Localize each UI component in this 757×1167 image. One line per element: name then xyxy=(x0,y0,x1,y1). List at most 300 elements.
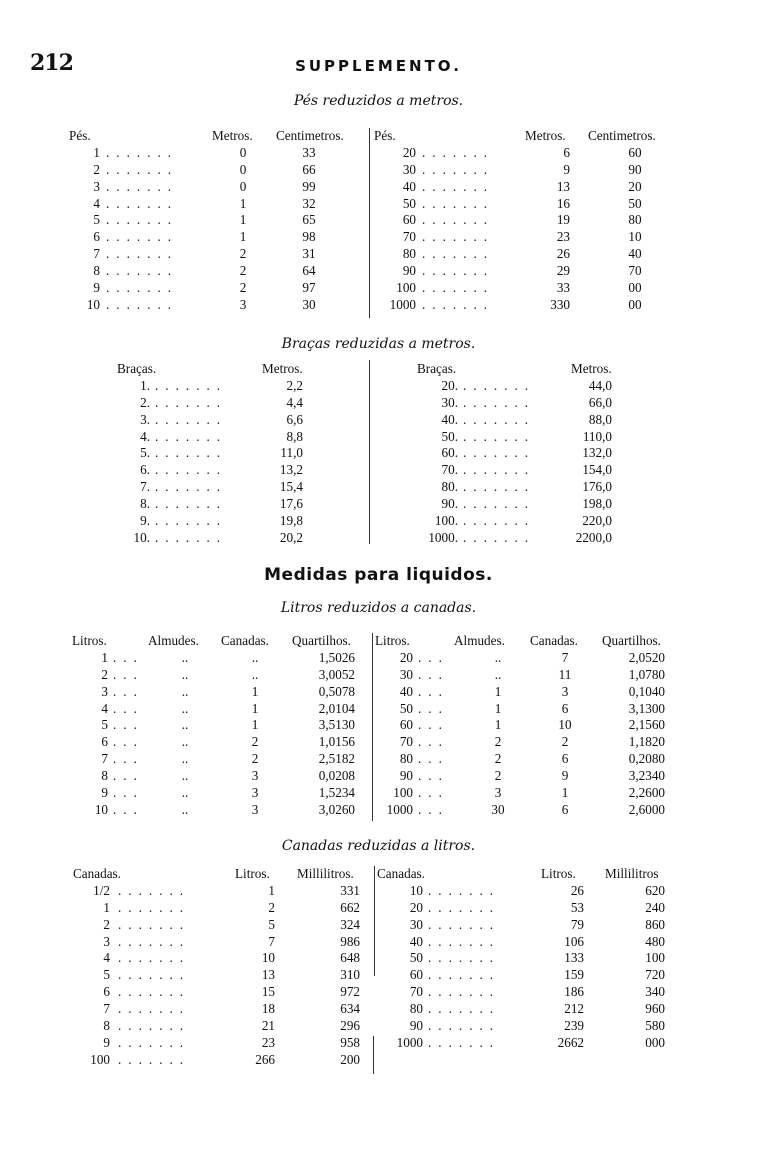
leader-dots: ....... xyxy=(118,984,191,1000)
cell-bracas: 1000. xyxy=(428,529,458,545)
cell-metros: 2 xyxy=(239,246,247,262)
cell-metros: 20,2 xyxy=(279,529,303,545)
table-row xyxy=(0,684,757,701)
cell-quartilhos: 0,1040 xyxy=(628,683,665,699)
cell-millilitros: 620 xyxy=(645,882,665,898)
cell-litros: 239 xyxy=(564,1018,584,1034)
table-row xyxy=(0,378,757,395)
cell-canadas: 9 xyxy=(561,768,569,784)
table-title-canadas-litros: Canadas reduzidas a litros. xyxy=(281,838,476,854)
cell-pes: 4 xyxy=(93,195,100,211)
cell-metros: 13,2 xyxy=(279,462,303,478)
cell-bracas: 7. xyxy=(140,479,150,495)
cell-canadas: .. xyxy=(251,666,259,682)
cell-bracas: 40. xyxy=(441,411,458,427)
cell-bracas: 60. xyxy=(441,445,458,461)
leader-dots: ... xyxy=(113,768,144,784)
table-canadas-litros xyxy=(0,866,757,1069)
cell-quartilhos: 3,0260 xyxy=(318,801,355,817)
cell-litros: 7 xyxy=(101,751,108,767)
cell-pes: 90 xyxy=(402,263,416,279)
cell-pes: 40 xyxy=(402,178,416,194)
cell-centimetros: 40 xyxy=(628,246,642,262)
cell-litros: 100 xyxy=(393,785,413,801)
leader-dots: ... xyxy=(418,700,449,716)
leader-dots: ....... xyxy=(422,212,495,228)
cell-bracas: 100. xyxy=(434,513,458,529)
cell-litros: 80 xyxy=(399,751,413,767)
leader-dots: ... xyxy=(418,683,449,699)
leader-dots: ... xyxy=(113,666,144,682)
cell-litros: 4 xyxy=(101,700,108,716)
cell-metros: 1 xyxy=(239,229,247,245)
cell-litros: 10 xyxy=(261,950,275,966)
cell-litros: 106 xyxy=(564,933,584,949)
cell-quartilhos: 1,0780 xyxy=(628,666,665,682)
cell-litros: 23 xyxy=(261,1034,275,1050)
leader-dots: ....... xyxy=(155,513,228,529)
cell-metros: 2 xyxy=(239,263,247,279)
table-row xyxy=(0,1001,757,1018)
cell-canadas: 3 xyxy=(561,683,569,699)
leader-dots: ....... xyxy=(118,933,191,949)
cell-millilitros: 324 xyxy=(340,916,360,932)
leader-dots: ....... xyxy=(118,1051,191,1067)
cell-canadas: 10 xyxy=(409,882,423,898)
cell-millilitros: 240 xyxy=(645,899,665,915)
cell-litros: 5 xyxy=(101,717,108,733)
table-row xyxy=(0,917,757,934)
header-almudes: Almudes. xyxy=(454,633,505,648)
leader-dots: ....... xyxy=(463,428,536,444)
table-row xyxy=(0,650,757,667)
cell-quartilhos: 2,2600 xyxy=(628,785,665,801)
cell-pes: 5 xyxy=(93,212,100,228)
cell-bracas: 10. xyxy=(133,529,150,545)
cell-metros: 16 xyxy=(556,195,570,211)
cell-litros: 7 xyxy=(268,933,275,949)
leader-dots: ....... xyxy=(118,1018,191,1034)
cell-canadas: 6 xyxy=(561,801,569,817)
cell-millilitros: 200 xyxy=(340,1051,360,1067)
cell-litros: 13 xyxy=(261,967,275,983)
cell-litros: 50 xyxy=(399,700,413,716)
leader-dots: ....... xyxy=(422,178,495,194)
cell-canadas: 90 xyxy=(409,1018,423,1034)
cell-centimetros: 30 xyxy=(302,296,316,312)
leader-dots: ....... xyxy=(422,229,495,245)
cell-centimetros: 33 xyxy=(302,144,316,160)
cell-millilitros: 860 xyxy=(645,916,665,932)
cell-metros: 4,4 xyxy=(286,394,303,410)
cell-almudes: .. xyxy=(181,768,189,784)
cell-pes: 10 xyxy=(86,296,100,312)
leader-dots: ....... xyxy=(106,195,179,211)
leader-dots: ... xyxy=(418,768,449,784)
cell-almudes: 1 xyxy=(494,717,502,733)
cell-metros: 13 xyxy=(556,178,570,194)
cell-metros: 154,0 xyxy=(582,462,612,478)
table-row xyxy=(0,145,757,162)
cell-canadas: 80 xyxy=(409,1001,423,1017)
cell-canadas: 40 xyxy=(409,933,423,949)
leader-dots: ....... xyxy=(155,445,228,461)
cell-canadas: 11 xyxy=(558,666,572,682)
leader-dots: ....... xyxy=(155,377,228,393)
cell-pes: 7 xyxy=(93,246,100,262)
cell-canadas: .. xyxy=(251,649,259,665)
cell-centimetros: 97 xyxy=(302,280,316,296)
cell-bracas: 4. xyxy=(140,428,150,444)
cell-litros: 186 xyxy=(564,984,584,1000)
cell-bracas: 80. xyxy=(441,479,458,495)
cell-almudes: 2 xyxy=(494,751,502,767)
table-row xyxy=(0,496,757,513)
cell-quartilhos: 1,1820 xyxy=(628,734,665,750)
cell-canadas: 20 xyxy=(409,899,423,915)
table-title-bracas-metros: Braças reduzidas a metros. xyxy=(281,336,476,352)
cell-litros: 1 xyxy=(268,882,275,898)
leader-dots: ... xyxy=(418,785,449,801)
leader-dots: ....... xyxy=(422,161,495,177)
leader-dots: ... xyxy=(113,801,144,817)
cell-centimetros: 50 xyxy=(628,195,642,211)
leader-dots: ... xyxy=(418,649,449,665)
leader-dots: ... xyxy=(113,751,144,767)
leader-dots: ... xyxy=(113,785,144,801)
leader-dots: ... xyxy=(113,649,144,665)
cell-metros: 2200,0 xyxy=(575,529,612,545)
leader-dots: ... xyxy=(418,717,449,733)
table-header-row xyxy=(0,128,757,145)
leader-dots: ....... xyxy=(463,496,536,512)
cell-metros: 17,6 xyxy=(279,496,303,512)
cell-quartilhos: 1,0156 xyxy=(318,734,355,750)
cell-metros: 11,0 xyxy=(280,445,303,461)
leader-dots: ....... xyxy=(106,161,179,177)
page-number: 212 xyxy=(30,50,73,76)
cell-centimetros: 98 xyxy=(302,229,316,245)
cell-pes: 6 xyxy=(93,229,100,245)
cell-metros: 44,0 xyxy=(588,377,612,393)
cell-metros: 110,0 xyxy=(582,428,612,444)
leader-dots: ....... xyxy=(428,933,501,949)
cell-bracas: 9. xyxy=(140,513,150,529)
cell-millilitros: 310 xyxy=(340,967,360,983)
leader-dots: ....... xyxy=(422,195,495,211)
leader-dots: ... xyxy=(418,801,449,817)
header-canadas: Canadas. xyxy=(73,866,121,881)
cell-pes: 2 xyxy=(93,161,100,177)
leader-dots: ....... xyxy=(106,212,179,228)
cell-canadas: 10 xyxy=(558,717,572,733)
cell-metros: 23 xyxy=(556,229,570,245)
cell-canadas: 6 xyxy=(103,984,110,1000)
table-row xyxy=(0,263,757,280)
cell-centimetros: 90 xyxy=(628,161,642,177)
cell-litros: 3 xyxy=(101,683,108,699)
cell-pes: 8 xyxy=(93,263,100,279)
cell-litros: 2662 xyxy=(557,1034,584,1050)
cell-litros: 133 xyxy=(564,950,584,966)
cell-litros: 6 xyxy=(101,734,108,750)
cell-litros: 5 xyxy=(268,916,275,932)
cell-metros: 1 xyxy=(239,195,247,211)
table-row xyxy=(0,967,757,984)
table-row xyxy=(0,667,757,684)
cell-millilitros: 100 xyxy=(645,950,665,966)
cell-canadas: 1000 xyxy=(396,1034,423,1050)
leader-dots: ....... xyxy=(463,529,536,545)
cell-quartilhos: 0,0208 xyxy=(318,768,355,784)
table-row xyxy=(0,950,757,967)
cell-metros: 6,6 xyxy=(286,411,303,427)
table-row xyxy=(0,717,757,734)
leader-dots: ....... xyxy=(422,280,495,296)
leader-dots: ....... xyxy=(118,899,191,915)
cell-pes: 9 xyxy=(93,280,100,296)
cell-pes: 30 xyxy=(402,161,416,177)
header-litros: Litros. xyxy=(375,633,410,648)
cell-metros: 8,8 xyxy=(286,428,303,444)
cell-almudes: .. xyxy=(181,683,189,699)
cell-millilitros: 296 xyxy=(340,1018,360,1034)
cell-quartilhos: 2,0104 xyxy=(318,700,355,716)
table-row xyxy=(0,883,757,900)
header-quartilhos: Quartilhos. xyxy=(292,633,351,648)
table-row xyxy=(0,297,757,314)
cell-metros: 198,0 xyxy=(582,496,612,512)
leader-dots: ....... xyxy=(155,428,228,444)
cell-litros: 20 xyxy=(399,649,413,665)
cell-canadas: 2 xyxy=(251,751,259,767)
leader-dots: ....... xyxy=(106,144,179,160)
table-row xyxy=(0,934,757,951)
section-heading-liquidos: Medidas para liquidos. xyxy=(264,565,493,585)
cell-pes: 70 xyxy=(402,229,416,245)
cell-litros: 159 xyxy=(564,967,584,983)
cell-canadas: 6 xyxy=(561,751,569,767)
cell-quartilhos: 3,2340 xyxy=(628,768,665,784)
cell-metros: 132,0 xyxy=(582,445,612,461)
leader-dots: ... xyxy=(418,666,449,682)
cell-canadas: 70 xyxy=(409,984,423,1000)
cell-almudes: 1 xyxy=(494,683,502,699)
cell-litros: 8 xyxy=(101,768,108,784)
leader-dots: ....... xyxy=(118,967,191,983)
table-title-litros-canadas: Litros reduzidos a canadas. xyxy=(280,600,477,616)
cell-metros: 6 xyxy=(563,144,570,160)
cell-centimetros: 00 xyxy=(628,280,642,296)
header-bracas: Braças. xyxy=(417,361,457,376)
cell-litros: 53 xyxy=(570,899,584,915)
cell-canadas: 3 xyxy=(251,785,259,801)
cell-quartilhos: 2,1560 xyxy=(628,717,665,733)
leader-dots: ....... xyxy=(106,296,179,312)
cell-almudes: .. xyxy=(181,649,189,665)
cell-canadas: 3 xyxy=(103,933,110,949)
leader-dots: ....... xyxy=(155,411,228,427)
cell-litros: 1 xyxy=(101,649,108,665)
cell-metros: 88,0 xyxy=(588,411,612,427)
cell-millilitros: 331 xyxy=(340,882,360,898)
leader-dots: ....... xyxy=(463,513,536,529)
leader-dots: ....... xyxy=(422,296,495,312)
cell-litros: 79 xyxy=(570,916,584,932)
table-row xyxy=(0,1035,757,1052)
leader-dots: ....... xyxy=(118,882,191,898)
leader-dots: ....... xyxy=(463,411,536,427)
leader-dots: ....... xyxy=(106,263,179,279)
cell-litros: 18 xyxy=(261,1001,275,1017)
table-row xyxy=(0,212,757,229)
cell-metros: 15,4 xyxy=(279,479,303,495)
cell-canadas: 1 xyxy=(561,785,569,801)
leader-dots: ....... xyxy=(106,229,179,245)
leader-dots: ....... xyxy=(155,529,228,545)
cell-metros: 19 xyxy=(556,212,570,228)
cell-almudes: 1 xyxy=(494,700,502,716)
cell-bracas: 8. xyxy=(140,496,150,512)
leader-dots: ....... xyxy=(463,462,536,478)
leader-dots: ....... xyxy=(428,1018,501,1034)
cell-litros: 90 xyxy=(399,768,413,784)
cell-canadas: 3 xyxy=(251,768,259,784)
leader-dots: ....... xyxy=(155,479,228,495)
leader-dots: ....... xyxy=(118,1001,191,1017)
cell-quartilhos: 2,0520 xyxy=(628,649,665,665)
cell-canadas: 100 xyxy=(90,1051,110,1067)
cell-almudes: .. xyxy=(494,649,502,665)
cell-metros: 33 xyxy=(556,280,570,296)
cell-pes: 20 xyxy=(402,144,416,160)
cell-centimetros: 99 xyxy=(302,178,316,194)
cell-litros: 9 xyxy=(101,785,108,801)
cell-canadas: 50 xyxy=(409,950,423,966)
leader-dots: ....... xyxy=(422,263,495,279)
cell-bracas: 20. xyxy=(441,377,458,393)
cell-bracas: 6. xyxy=(140,462,150,478)
leader-dots: ... xyxy=(113,717,144,733)
table-row xyxy=(0,734,757,751)
leader-dots: ....... xyxy=(422,246,495,262)
cell-millilitros: 580 xyxy=(645,1018,665,1034)
cell-canadas: 8 xyxy=(103,1018,110,1034)
cell-metros: 220,0 xyxy=(582,513,612,529)
table-header-row xyxy=(0,866,757,883)
cell-millilitros: 648 xyxy=(340,950,360,966)
table-header-row xyxy=(0,633,757,650)
leader-dots: ....... xyxy=(118,950,191,966)
cell-almudes: 3 xyxy=(494,785,502,801)
leader-dots: ... xyxy=(113,734,144,750)
cell-pes: 50 xyxy=(402,195,416,211)
cell-bracas: 70. xyxy=(441,462,458,478)
cell-metros: 0 xyxy=(239,178,247,194)
cell-litros: 2 xyxy=(268,899,275,915)
cell-millilitros: 634 xyxy=(340,1001,360,1017)
cell-centimetros: 64 xyxy=(302,263,316,279)
cell-centimetros: 00 xyxy=(628,296,642,312)
cell-quartilhos: 2,5182 xyxy=(318,751,355,767)
leader-dots: ....... xyxy=(106,178,179,194)
table-row xyxy=(0,162,757,179)
cell-pes: 1000 xyxy=(389,296,416,312)
cell-metros: 66,0 xyxy=(588,394,612,410)
leader-dots: ....... xyxy=(155,394,228,410)
cell-metros: 2 xyxy=(239,280,247,296)
leader-dots: ....... xyxy=(155,462,228,478)
leader-dots: ....... xyxy=(106,246,179,262)
header-pes: Pés. xyxy=(374,128,396,143)
cell-metros: 29 xyxy=(556,263,570,279)
table-title-pes-metros: Pés reduzidos a metros. xyxy=(293,93,464,109)
cell-canadas: 3 xyxy=(251,801,259,817)
table-row xyxy=(0,530,757,547)
cell-almudes: .. xyxy=(181,801,189,817)
cell-litros: 212 xyxy=(564,1001,584,1017)
table-row xyxy=(0,179,757,196)
cell-bracas: 50. xyxy=(441,428,458,444)
leader-dots: ....... xyxy=(428,899,501,915)
table-row xyxy=(0,785,757,802)
header-metros: Metros. xyxy=(212,128,253,143)
cell-canadas: 30 xyxy=(409,916,423,932)
cell-almudes: .. xyxy=(181,717,189,733)
cell-litros: 60 xyxy=(399,717,413,733)
cell-quartilhos: 0,5078 xyxy=(318,683,355,699)
cell-litros: 21 xyxy=(261,1018,275,1034)
cell-centimetros: 80 xyxy=(628,212,642,228)
cell-centimetros: 31 xyxy=(302,246,316,262)
cell-canadas: 1 xyxy=(251,717,259,733)
header-canadas: Canadas. xyxy=(530,633,578,648)
cell-canadas: 2 xyxy=(251,734,259,750)
cell-millilitros: 958 xyxy=(340,1034,360,1050)
table-row xyxy=(0,395,757,412)
cell-litros: 30 xyxy=(399,666,413,682)
leader-dots: ....... xyxy=(428,984,501,1000)
cell-pes: 1 xyxy=(93,144,100,160)
leader-dots: ... xyxy=(113,700,144,716)
header-canadas: Canadas. xyxy=(377,866,425,881)
table-row xyxy=(0,429,757,446)
table-header-row xyxy=(0,361,757,378)
table-bracas-metros xyxy=(0,361,757,547)
header-litros: Litros. xyxy=(235,866,270,881)
cell-almudes: .. xyxy=(181,751,189,767)
cell-litros: 1000 xyxy=(386,801,413,817)
cell-millilitros: 972 xyxy=(340,984,360,1000)
cell-canadas: 1 xyxy=(251,700,259,716)
table-row xyxy=(0,984,757,1001)
table-row xyxy=(0,445,757,462)
header-metros: Metros. xyxy=(571,361,612,376)
table-row xyxy=(0,462,757,479)
table-row xyxy=(0,196,757,213)
cell-bracas: 5. xyxy=(140,445,150,461)
cell-metros: 176,0 xyxy=(582,479,612,495)
cell-almudes: .. xyxy=(181,700,189,716)
cell-millilitros: 720 xyxy=(645,967,665,983)
cell-almudes: .. xyxy=(181,666,189,682)
leader-dots: ....... xyxy=(463,479,536,495)
leader-dots: ... xyxy=(113,683,144,699)
leader-dots: ....... xyxy=(155,496,228,512)
header-pes: Pés. xyxy=(69,128,91,143)
cell-centimetros: 66 xyxy=(302,161,316,177)
cell-litros: 26 xyxy=(570,882,584,898)
